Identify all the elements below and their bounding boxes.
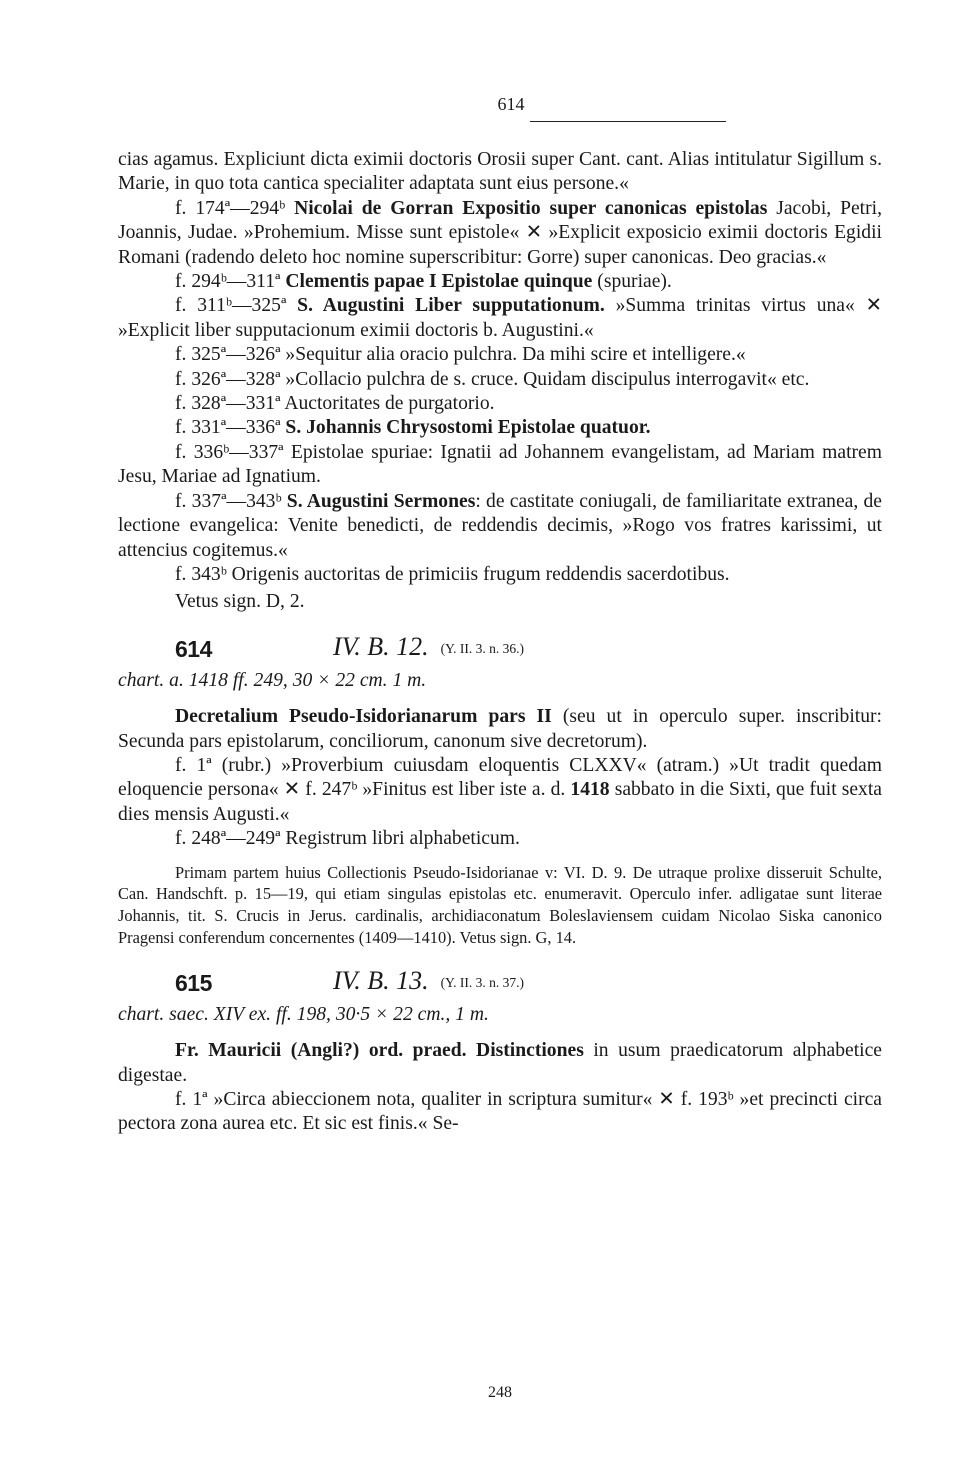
paragraph: f. 337ª—343ᵇ S. Augustini Sermones: de castitate coniugali, de familiaritate extranea, de lectione evangelica: Venite benedicti, de reddendis decimis, »Rogo vos fratres karissimi, ut attencius cogitemus.« <box>118 490 883 561</box>
entry-signature: IV. B. 12. (Y. II. 3. n. 36.) <box>333 631 524 661</box>
paragraph: f. 326ª—328ª »Collacio pulchra de s. cruce. Quidam discipulus interrogavit« etc. <box>175 368 810 390</box>
entry-note: Primam partem huius Collectionis Pseudo-Isidorianae v: VI. D. 9. De utraque prolixe disseruit Schulte, Can. Handschft. p. 15—19, qui etiam singulas epistolas etc. enumeravit. Operculo infer. adligatae sunt literae Johannis, tit. S. Crucis in Jerus. cardinalis, archidiaconatum Boleslaviensem cuidam Nicolao Siska canonico Pragensi conferendum concernentes (1409—1410). Vetus sign. G, 14. <box>118 862 882 947</box>
paragraph: f. 325ª—326ª »Sequitur alia oracio pulchra. Da mihi scire et intelligere.« <box>175 344 746 366</box>
body-text <box>118 148 882 1137</box>
paragraph: f. 343ᵇ Origenis auctoritas de primiciis frugum reddendis sacerdotibus. <box>175 563 730 585</box>
running-head <box>118 94 882 115</box>
entry-number: 614 <box>175 635 212 662</box>
entry-old-signature: (Y. II. 3. n. 37.) <box>440 974 524 990</box>
entry-signature: IV. B. 13. (Y. II. 3. n. 37.) <box>333 965 524 995</box>
paragraph: f. 174ª—294ᵇ Nicolai de Gorran Expositio super canonicas epistolas Jacobi, Petri, Joannis, Judae. »Prohemium. Misse sunt epistole« ✕ »Explicit exposicio eximii doctoris Egidii Romani (radendo deleto hoc nomine superscribitur: Gorre) super canonicas. Deo gracias.« <box>118 197 882 268</box>
paragraph: f. 336ᵇ—337ª Epistolae spuriae: Ignatii ad Johannem evangelistam, ad Mariam matrem Jesu, Mariae ad Ignatium. <box>118 441 882 488</box>
entry-description: chart. saec. XIV ex. ff. 198, 30·5 × 22 cm., 1 m. <box>118 1003 489 1025</box>
paragraph: f. 328ª—331ª Auctoritates de purgatorio. <box>175 393 495 415</box>
paragraph: f. 331ª—336ª S. Johannis Chrysostomi Epistolae quatuor. <box>175 417 651 439</box>
header-rule <box>530 121 726 122</box>
paragraph: f. 294ᵇ—311ª Clementis papae I Epistolae quinque (spuriae). <box>175 271 672 293</box>
folio-number: 248 <box>488 1384 512 1401</box>
entry-heading-615 <box>118 965 882 1009</box>
entry-number: 615 <box>175 969 212 996</box>
entry-title: Decretalium Pseudo-Isidorianarum pars II (seu ut in operculo super. inscribitur: Secunda pars epistolarum, conciliorum, canonum sive decretorum). <box>118 706 883 752</box>
old-signature-note: Vetus sign. D, 2. <box>175 591 305 613</box>
paragraph: f. 1ª »Circa abieccionem nota, qualiter in scriptura sumitur« ✕ f. 193ᵇ »et precincti circa pectora zona aurea etc. Et sic est finis.« Se- <box>118 1088 882 1135</box>
entry-heading-614 <box>118 631 882 675</box>
paragraph: f. 248ª—249ª Registrum libri alphabeticum. <box>175 828 520 850</box>
paragraph: cias agamus. Expliciunt dicta eximii doctoris Orosii super Cant. cant. Alias intitulatur Sigillum s. Marie, in quo tota cantica specialiter adaptata sunt eius persone.« <box>118 149 882 195</box>
entry-description: chart. a. 1418 ff. 249, 30 × 22 cm. 1 m. <box>118 669 427 691</box>
page-number: 614 <box>497 94 525 114</box>
paragraph: f. 311ᵇ—325ª S. Augustini Liber supputationum. »Summa trinitas virtus una« ✕ »Explicit liber supputacionum eximii doctoris b. Augustini.« <box>118 295 882 341</box>
entry-title: Fr. Mauricii (Angli?) ord. praed. Distinctiones in usum praedicatorum alphabetice digestae. <box>118 1040 882 1086</box>
entry-old-signature: (Y. II. 3. n. 36.) <box>440 640 524 656</box>
paragraph: f. 1ª (rubr.) »Proverbium cuiusdam eloquentis CLXXV« (atram.) »Ut tradit quedam eloquencie persona« ✕ f. 247ᵇ »Finitus est liber iste a. d. 1418 sabbato in die Sixti, que fuit sexta dies mensis Augusti.« <box>118 754 882 825</box>
